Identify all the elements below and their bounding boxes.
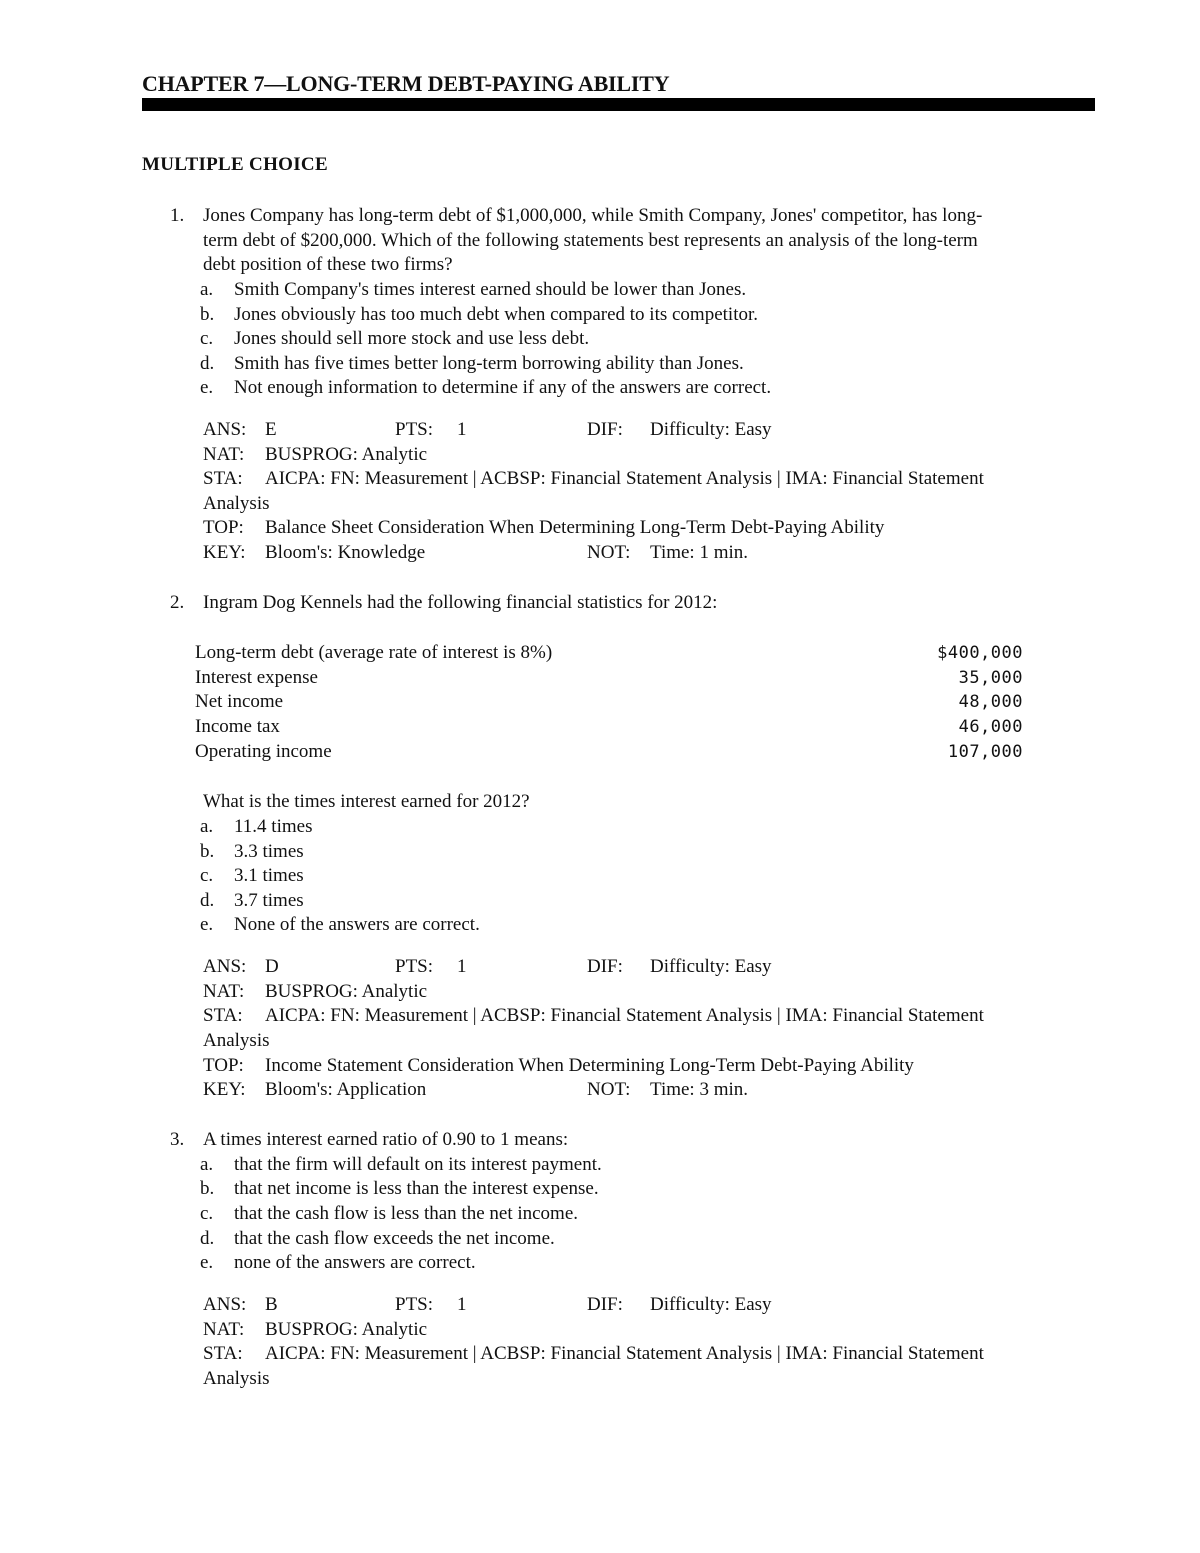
meta-ans-value: D: [265, 956, 279, 977]
meta-sta-key: STA:: [203, 468, 243, 489]
option-text: 3.3 times: [234, 841, 304, 862]
option-text: none of the answers are correct.: [234, 1252, 476, 1273]
question-number: 3.: [170, 1129, 185, 1150]
question-stem-line: Jones Company has long-term debt of $1,000,000, while Smith Company, Jones' competitor, has long-: [203, 205, 983, 226]
meta-key-key: KEY:: [203, 542, 246, 563]
meta-not-value: Time: 1 min.: [650, 542, 749, 563]
option-text: that net income is less than the interest expense.: [234, 1178, 599, 1199]
option-text: Smith has five times better long-term borrowing ability than Jones.: [234, 353, 744, 374]
option-text: 11.4 times: [234, 816, 313, 837]
option-letter: d.: [200, 353, 215, 374]
question-stem-line: Ingram Dog Kennels had the following financial statistics for 2012:: [203, 592, 718, 613]
option-text: Jones obviously has too much debt when compared to its competitor.: [234, 304, 759, 325]
option-letter: b.: [200, 304, 215, 325]
meta-nat-key: NAT:: [203, 1319, 245, 1340]
meta-not-value: Time: 3 min.: [650, 1079, 749, 1100]
meta-top-value: Balance Sheet Consideration When Determining Long-Term Debt-Paying Ability: [265, 517, 885, 538]
meta-pts-value: 1: [457, 956, 467, 977]
option-letter: b.: [200, 841, 215, 862]
option-letter: c.: [200, 865, 214, 886]
option-letter: d.: [200, 890, 215, 911]
option-text: that the cash flow exceeds the net income.: [234, 1228, 555, 1249]
question-stem-line: term debt of $200,000. Which of the following statements best represents an analysis of the long-term: [203, 230, 978, 251]
option-text: Smith Company's times interest earned should be lower than Jones.: [234, 279, 747, 300]
meta-sta-value: AICPA: FN: Measurement | ACBSP: Financial Statement Analysis | IMA: Financial Statement: [265, 468, 984, 489]
option-letter: b.: [200, 1178, 215, 1199]
financial-value: 107,000: [947, 742, 1023, 762]
option-letter: c.: [200, 328, 214, 349]
meta-dif-value: Difficulty: Easy: [650, 1294, 772, 1315]
financial-label: Operating income: [195, 741, 332, 762]
meta-ans-value: E: [265, 419, 277, 440]
meta-nat-key: NAT:: [203, 444, 245, 465]
meta-sta-value: AICPA: FN: Measurement | ACBSP: Financial Statement Analysis | IMA: Financial Statement: [265, 1343, 984, 1364]
meta-nat-key: NAT:: [203, 981, 245, 1002]
financial-value: 35,000: [958, 668, 1023, 688]
financial-label: Income tax: [195, 716, 280, 737]
question-stem-line: A times interest earned ratio of 0.90 to 1 means:: [203, 1129, 569, 1150]
meta-pts-key: PTS:: [395, 419, 434, 440]
meta-not-key: NOT:: [587, 542, 631, 563]
meta-dif-key: DIF:: [587, 956, 623, 977]
meta-sta-value-cont: Analysis: [203, 1368, 270, 1389]
meta-sta-key: STA:: [203, 1005, 243, 1026]
meta-nat-value: BUSPROG: Analytic: [265, 981, 428, 1002]
meta-top-key: TOP:: [203, 1055, 244, 1076]
financial-value: 46,000: [958, 717, 1023, 737]
meta-key-key: KEY:: [203, 1079, 246, 1100]
meta-nat-value: BUSPROG: Analytic: [265, 1319, 428, 1340]
option-text: that the firm will default on its interest payment.: [234, 1154, 602, 1175]
meta-pts-value: 1: [457, 1294, 467, 1315]
meta-ans-key: ANS:: [203, 956, 247, 977]
meta-sta-value-cont: Analysis: [203, 1030, 270, 1051]
meta-nat-value: BUSPROG: Analytic: [265, 444, 428, 465]
meta-not-key: NOT:: [587, 1079, 631, 1100]
option-letter: c.: [200, 1203, 214, 1224]
meta-pts-value: 1: [457, 419, 467, 440]
financial-value: 48,000: [958, 692, 1023, 712]
financial-label: Long-term debt (average rate of interest is 8%): [195, 642, 553, 663]
meta-dif-key: DIF:: [587, 419, 623, 440]
meta-sta-value: AICPA: FN: Measurement | ACBSP: Financial Statement Analysis | IMA: Financial Statement: [265, 1005, 984, 1026]
meta-pts-key: PTS:: [395, 956, 434, 977]
meta-dif-key: DIF:: [587, 1294, 623, 1315]
meta-key-value: Bloom's: Application: [265, 1079, 427, 1100]
option-letter: e.: [200, 377, 214, 398]
meta-top-key: TOP:: [203, 517, 244, 538]
chapter-title: CHAPTER 7—LONG-TERM DEBT-PAYING ABILITY: [142, 71, 670, 96]
option-letter: d.: [200, 1228, 215, 1249]
option-text: 3.1 times: [234, 865, 304, 886]
meta-top-value: Income Statement Consideration When Determining Long-Term Debt-Paying Ability: [265, 1055, 914, 1076]
financial-value: $400,000: [937, 643, 1023, 663]
option-text: Not enough information to determine if any of the answers are correct.: [234, 377, 772, 398]
meta-pts-key: PTS:: [395, 1294, 434, 1315]
option-text: 3.7 times: [234, 890, 304, 911]
meta-sta-value-cont: Analysis: [203, 493, 270, 514]
option-letter: a.: [200, 279, 214, 300]
option-letter: a.: [200, 816, 214, 837]
question-prompt: What is the times interest earned for 2012?: [203, 791, 530, 812]
section-heading: MULTIPLE CHOICE: [142, 154, 328, 175]
financial-label: Net income: [195, 691, 284, 712]
question-stem-line: debt position of these two firms?: [203, 254, 453, 275]
meta-dif-value: Difficulty: Easy: [650, 419, 772, 440]
question-number: 2.: [170, 592, 185, 613]
meta-key-value: Bloom's: Knowledge: [265, 542, 426, 563]
financial-label: Interest expense: [195, 667, 318, 688]
meta-sta-key: STA:: [203, 1343, 243, 1364]
option-letter: a.: [200, 1154, 214, 1175]
option-text: that the cash flow is less than the net income.: [234, 1203, 579, 1224]
option-text: Jones should sell more stock and use less debt.: [234, 328, 590, 349]
option-letter: e.: [200, 1252, 214, 1273]
option-letter: e.: [200, 914, 214, 935]
question-number: 1.: [170, 205, 185, 226]
meta-ans-key: ANS:: [203, 1294, 247, 1315]
meta-ans-value: B: [265, 1294, 278, 1315]
title-rule: [142, 98, 1095, 111]
meta-dif-value: Difficulty: Easy: [650, 956, 772, 977]
meta-ans-key: ANS:: [203, 419, 247, 440]
option-text: None of the answers are correct.: [234, 914, 480, 935]
